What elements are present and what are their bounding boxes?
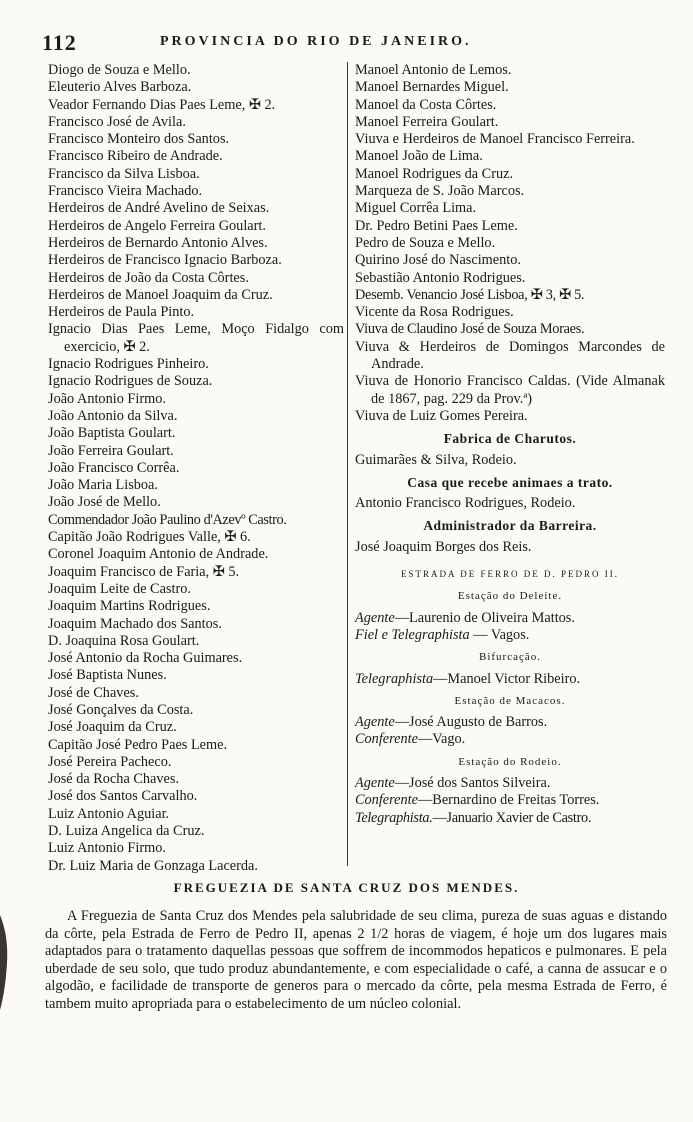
list-item: Herdeiros de João da Costa Côrtes.: [48, 269, 249, 286]
list-item: João Ferreira Goulart.: [48, 442, 174, 459]
list-item: Viuva e Herdeiros de Manoel Francisco Ferreira.: [355, 131, 635, 148]
list-item: José dos Santos Carvalho.: [48, 788, 198, 805]
list-item: João Antonio Firmo.: [48, 390, 166, 407]
list-item: José Antonio da Rocha Guimares.: [48, 650, 243, 667]
list-item: Herdeiros de André Avelino de Seixas.: [48, 200, 270, 217]
staff-person: Bernardino de Freitas Torres.: [432, 792, 600, 809]
list-item: João Maria Lisboa.: [48, 477, 158, 494]
section-heading: Administrador da Barreira.: [423, 518, 597, 534]
list-item: Joaquim Machado dos Santos.: [48, 615, 222, 632]
list-item: Quirino José do Nascimento.: [355, 252, 521, 269]
running-title: PROVINCIA DO RIO DE JANEIRO.: [160, 34, 472, 49]
staff-row: Agente—José Augusto de Barros.: [355, 714, 548, 731]
list-item: Vicente da Rosa Rodrigues.: [355, 304, 514, 321]
list-item: Dr. Luiz Maria de Gonzaga Lacerda.: [48, 857, 258, 874]
list-item: João Antonio da Silva.: [48, 407, 178, 424]
list-item: João Francisco Corrêa.: [48, 459, 180, 476]
list-item: Joaquim Martins Rodrigues.: [48, 598, 211, 615]
list-item: Manoel Antonio de Lemos.: [355, 62, 512, 78]
staff-row: Conferente—Vago.: [355, 731, 466, 748]
staff-role: Telegraphista.: [355, 809, 433, 826]
staff-row: Agente—Laurenio de Oliveira Mattos.: [355, 609, 575, 626]
list-item: Pedro de Souza e Mello.: [355, 234, 496, 251]
list-item: Viuva de Luiz Gomes Pereira.: [355, 407, 528, 424]
staff-row: Telegraphista—Manoel Victor Ribeiro.: [355, 670, 581, 687]
staff-role: Agente: [355, 714, 395, 731]
staff-row: Conferente—Bernardino de Freitas Torres.: [355, 792, 600, 809]
list-item: Manoel Bernardes Miguel.: [355, 79, 509, 96]
staff-role: Conferente: [355, 792, 418, 809]
list-item: Manoel Ferreira Goulart.: [355, 113, 499, 130]
list-item: Coronel Joaquim Antonio de Andrade.: [48, 546, 269, 563]
freguezia-paragraph: A Freguezia de Santa Cruz dos Mendes pela salubridade de seu clima, pureza de suas aguas e distando da côrte, pela Estrada de Ferro de Pedro II, apenas 2 1/2 horas de viagem, é hoje um dos lugares mais adaptados para o tratamento daquellas pessoas que soffrem de incommodos hepaticos e pulmonares. E pela uberdade de seu solo, que tudo produz abundantemente, e com especialidade o café, a canna de assucar e o algodão, e facilidade de transporte de generos para o mercado da côrte, pela mesma Estrada de Ferro, é tambem muito apropriada para o estabelecimento de um núcleo colonial.: [45, 908, 667, 1012]
freguezia-heading: FREGUEZIA DE SANTA CRUZ DOS MENDES.: [173, 880, 520, 895]
staff-person: Januario Xavier de Castro.: [446, 809, 592, 826]
staff-role: Conferente: [355, 731, 418, 748]
section-heading: Fabrica de Charutos.: [443, 431, 577, 447]
staff-person: Manoel Victor Ribeiro.: [447, 670, 581, 687]
list-item: Capitão João Rodrigues Valle, ✠ 6.: [48, 529, 251, 546]
list-item: José Joaquim Borges dos Reis.: [355, 538, 532, 555]
list-item: D. Luiza Angelica da Cruz.: [48, 823, 205, 840]
staff-row: Agente—José dos Santos Silveira.: [355, 774, 551, 791]
station-heading: Estação de Macacos.: [454, 694, 566, 707]
staff-person: Vagos.: [490, 626, 530, 643]
staff-row: Telegraphista.—Januario Xavier de Castro.: [355, 809, 592, 826]
list-item: Guimarães & Silva, Rodeio.: [355, 451, 517, 468]
section-heading: Casa que recebe animaes a trato.: [407, 474, 613, 490]
list-item: Francisco da Silva Lisboa.: [48, 165, 200, 182]
page-edge-shadow: [0, 915, 10, 1010]
list-item: José Baptista Nunes.: [48, 667, 167, 684]
list-item: Francisco Monteiro dos Santos.: [48, 131, 230, 148]
list-item: Herdeiros de Angelo Ferreira Goulart.: [48, 217, 266, 234]
list-item: Joaquim Leite de Castro.: [48, 580, 191, 597]
list-item: Francisco Vieira Machado.: [48, 183, 203, 200]
list-item: Dr. Pedro Betini Paes Leme.: [355, 217, 518, 234]
station-heading: Estação do Rodeio.: [458, 755, 562, 768]
column-divider: [347, 62, 348, 866]
right-column: [355, 62, 665, 827]
list-item: Ignacio Rodrigues Pinheiro.: [48, 356, 209, 373]
list-item: Joaquim Francisco de Faria, ✠ 5.: [48, 563, 240, 580]
list-item: Miguel Corrêa Lima.: [355, 200, 477, 217]
list-item: José Gonçalves da Costa.: [48, 701, 194, 718]
staff-role: Agente: [355, 774, 395, 791]
list-item: D. Joaquina Rosa Goulart.: [48, 632, 200, 649]
list-item: João José de Mello.: [48, 494, 161, 511]
list-item: Herdeiros de Francisco Ignacio Barboza.: [48, 252, 282, 269]
staff-person: Laurenio de Oliveira Mattos.: [409, 609, 575, 626]
staff-person: José dos Santos Silveira.: [409, 774, 551, 791]
list-item: João Baptista Goulart.: [48, 425, 176, 442]
list-item: Francisco Ribeiro de Andrade.: [48, 148, 223, 165]
staff-role: Fiel e Telegraphista: [355, 626, 470, 643]
staff-role: Telegraphista: [355, 670, 434, 687]
list-item: José Joaquim da Cruz.: [48, 719, 177, 736]
station-heading: Bifurcação.: [479, 651, 541, 664]
list-item: Diogo de Souza e Mello.: [48, 62, 191, 78]
list-item: Ignacio Dias Paes Leme, Moço Fidalgo com exercicio, ✠ 2.: [48, 321, 344, 355]
staff-row: Fiel e Telegraphista — Vagos.: [355, 626, 530, 643]
list-item: José de Chaves.: [48, 684, 139, 701]
list-item: Marqueza de S. João Marcos.: [355, 183, 525, 200]
list-item: Capitão José Pedro Paes Leme.: [48, 736, 228, 753]
page-number: 112: [42, 30, 77, 55]
list-item: Manoel da Costa Côrtes.: [355, 96, 497, 113]
list-item: Manoel João de Lima.: [355, 148, 483, 165]
list-item: José Pereira Pacheco.: [48, 753, 172, 770]
staff-person: Vago.: [432, 731, 466, 748]
list-item: Manoel Rodrigues da Cruz.: [355, 165, 514, 182]
list-item: Viuva & Herdeiros de Domingos Marcondes de Andrade.: [355, 338, 665, 373]
list-item: Herdeiros de Paula Pinto.: [48, 304, 195, 321]
list-item: Viuva de Honorio Francisco Caldas. (Vide Almanak de 1867, pag. 229 da Prov.ª): [355, 373, 665, 407]
list-item: Veador Fernando Dias Paes Leme, ✠ 2.: [48, 96, 276, 113]
staff-person: José Augusto de Barros.: [409, 714, 548, 731]
staff-role: Agente: [355, 609, 395, 626]
list-item: Antonio Francisco Rodrigues, Rodeio.: [355, 495, 576, 512]
list-item: Francisco José de Avila.: [48, 113, 186, 130]
list-item: Eleuterio Alves Barboza.: [48, 79, 192, 96]
list-item: Sebastião Antonio Rodrigues.: [355, 269, 526, 286]
list-item: Luiz Antonio Firmo.: [48, 840, 166, 857]
list-item: Luiz Antonio Aguiar.: [48, 805, 170, 822]
list-item: José da Rocha Chaves.: [48, 771, 180, 788]
list-item: Herdeiros de Bernardo Antonio Alves.: [48, 234, 268, 251]
station-heading: Estação do Deleite.: [457, 590, 563, 603]
list-item: Viuva de Claudino José de Souza Moraes.: [355, 321, 585, 338]
left-column: [48, 62, 344, 875]
list-item: Ignacio Rodrigues de Souza.: [48, 373, 213, 390]
list-item: Herdeiros de Manoel Joaquim da Cruz.: [48, 286, 273, 303]
edge-shadow-shape: [0, 915, 7, 1010]
section-heading: ESTRADA DE FERRO DE D. PEDRO II.: [400, 569, 619, 580]
list-item: Desemb. Venancio José Lisboa, ✠ 3, ✠ 5.: [355, 286, 585, 303]
list-item: Commendador João Paulino d'Azevº Castro.: [48, 511, 287, 528]
